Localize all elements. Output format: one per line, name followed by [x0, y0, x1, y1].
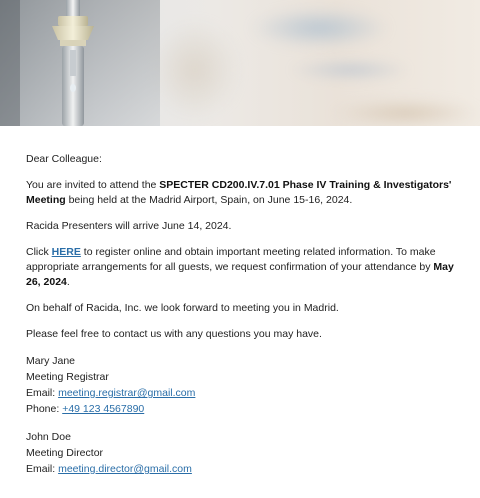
- register-here-link[interactable]: HERE: [51, 246, 81, 258]
- text: You are invited to attend the: [26, 179, 160, 191]
- banner-blur: [250, 8, 390, 48]
- iv-drip-icon: [0, 0, 160, 126]
- header-banner-image: [0, 0, 480, 126]
- banner-blur: [150, 20, 240, 120]
- signature-email-row: [26, 461, 454, 477]
- phone-label: Phone:: [26, 403, 63, 415]
- banner-blur: [330, 100, 480, 126]
- email-label: Email:: [26, 463, 59, 475]
- signature-name: John Doe: [26, 431, 71, 443]
- signature-director: [26, 429, 454, 477]
- director-email-link[interactable]: meeting.director@gmail.com: [58, 463, 192, 475]
- arrival-paragraph: Racida Presenters will arrive June 14, 2024.: [26, 220, 232, 232]
- email-body: [0, 126, 480, 477]
- text: being held at the Madrid Airport, Spain, on June 15-16, 2024.: [65, 194, 353, 206]
- text: to register online and obtain important meeting related information. To make appropriate arrangements for all guests, we request confirmation of your attendance by: [26, 246, 436, 273]
- meeting-name: SPECTER CD200.IV.7.01 Phase IV Training & Investigators' Meeting: [26, 179, 452, 206]
- invitation-paragraph: [26, 178, 454, 208]
- registrar-email-link[interactable]: meeting.registrar@gmail.com: [58, 387, 196, 399]
- closing-paragraph: On behalf of Racida, Inc. we look forward to meeting you in Madrid.: [26, 302, 339, 314]
- signature-email-row: [26, 385, 454, 401]
- registration-paragraph: [26, 245, 454, 290]
- signature-registrar: [26, 353, 454, 417]
- signature-name: Mary Jane: [26, 355, 76, 367]
- greeting: Dear Colleague:: [26, 153, 102, 165]
- text: Click: [26, 246, 52, 258]
- deadline-date: May 26, 2024: [26, 261, 454, 288]
- signature-phone-row: [26, 401, 454, 417]
- signature-title: Meeting Registrar: [26, 371, 109, 383]
- registrar-phone-link[interactable]: +49 123 4567890: [62, 403, 145, 415]
- signature-title: Meeting Director: [26, 447, 104, 459]
- contact-paragraph: Please feel free to contact us with any questions you may have.: [26, 328, 322, 340]
- email-label: Email:: [26, 387, 59, 399]
- text: .: [66, 276, 70, 288]
- banner-blur: [290, 58, 410, 82]
